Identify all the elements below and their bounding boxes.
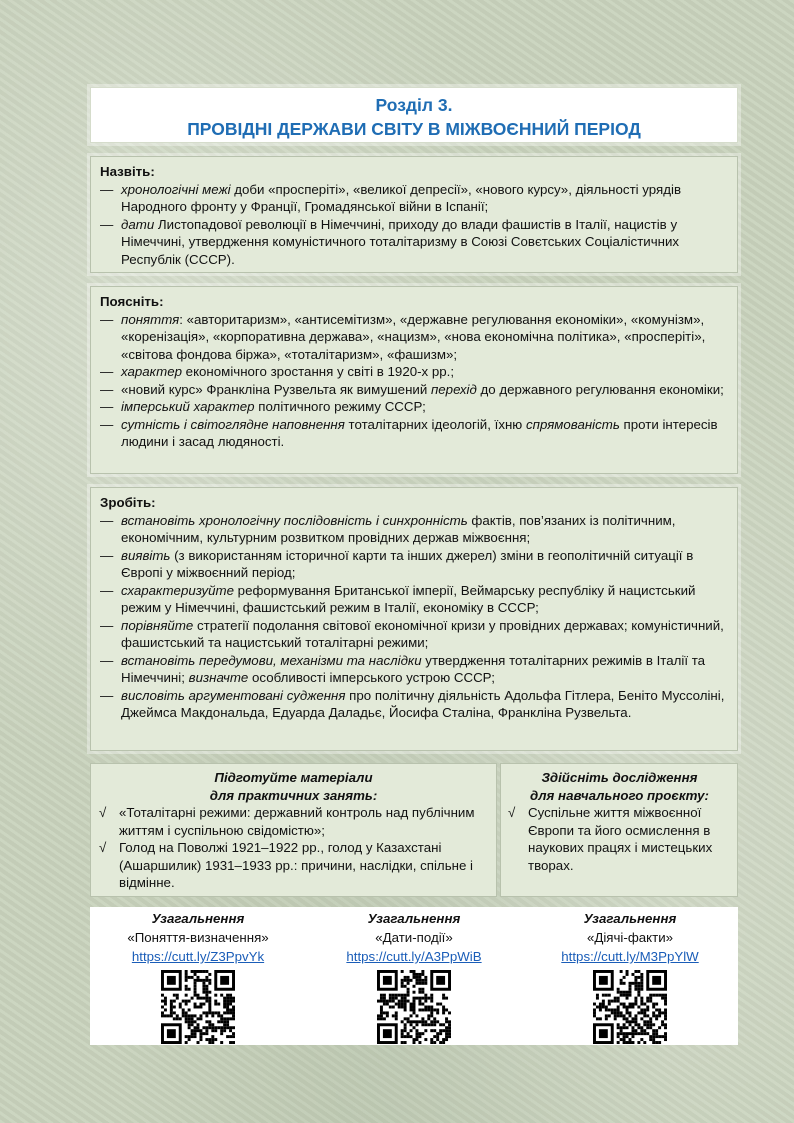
list-item: — імперський характер політичного режиму СССР; xyxy=(100,399,426,414)
section-title xyxy=(90,87,738,143)
list-item: — «новий курс» Франкліна Рузвельта як вимушений перехід до державного регулювання економіки; xyxy=(100,381,724,397)
list-item: √ Суспільне життя міжвоєнної Європи та його осмислення в наукових працях і мистецьких творах. xyxy=(508,805,713,873)
list-item: — встановіть передумови, механізми та наслідки утвердження тоталітарних режимів в Італії та Німеччині; визначте особливості імперського устрою СССР; xyxy=(100,652,706,685)
name-heading: Назвіть: xyxy=(100,164,155,179)
practice-heading: Підготуйте матеріали xyxy=(214,770,373,785)
list-item: — характер економічного зростання у світі в 1920-х рр.; xyxy=(100,364,455,379)
summary-link[interactable]: https://cutt.ly/Z3PpvYk xyxy=(131,949,265,964)
explain-heading: Поясніть: xyxy=(100,294,164,309)
list-item: — хронологічні межі доби «просперіті», «великої депресії», «нового курсу», діяльності урядів Народного фронту у Франції, Громадянської війни в Іспанії; xyxy=(100,181,682,214)
summary-link[interactable]: https://cutt.ly/A3PpWiB xyxy=(346,949,482,964)
list-item: — встановіть хронологічну послідовність і синхронність фактів, пов’язаних із політичним, економічним, культурним розвитком провідних держав міжвоєння; xyxy=(100,512,676,545)
summary-card: Узагальнення «Поняття-визначення» https://cutt.ly/Z3PpvYk xyxy=(98,907,298,1045)
practice-block xyxy=(90,763,497,897)
list-item: — висловіть аргументовані судження про політичну діяльність Адольфа Гітлера, Беніто Муссоліні, Джеймса Макдональда, Едуарда Даладьє, Йосифа Сталіна, Франкліна Рузвельта. xyxy=(100,687,725,720)
do-heading: Зробіть: xyxy=(100,495,156,510)
list-item: — сутність і світоглядне наповнення тоталітарних ідеологій, їхню спрямованість проти інтересів людини і засад людяності. xyxy=(100,416,718,449)
research-heading: Здійсніть дослідження xyxy=(541,770,698,785)
list-item: — схарактеризуйте реформування Британської імперії, Веймарську республіку й нацистський режим у Німеччині, фашистський режим в Італії, економіку в СССР; xyxy=(100,582,696,615)
name-block xyxy=(90,156,738,273)
summary-link[interactable]: https://cutt.ly/M3PpYlW xyxy=(561,949,699,964)
list-item: √ «Тоталітарні режими: державний контроль над публічним життям і суспільною свідомістю»; xyxy=(99,805,475,838)
check-icon: √ xyxy=(99,840,107,855)
list-item: — порівняйте стратегії подолання світової економічної кризи у провідних державах; комуністичний, фашистський та нацистський тоталітарні режими; xyxy=(100,617,724,650)
explain-block xyxy=(90,286,738,474)
practice-subheading: для практичних занять: xyxy=(209,787,378,803)
list-item: √ Голод на Поволжі 1921–1922 рр., голод у Казахстані (Ашаршилик) 1931–1933 рр.: причини, наслідки, спільне і відмінне. xyxy=(99,840,474,890)
list-item: — виявіть (з використанням історичної карти та інших джерел) зміни в геополітичній ситуації в Європі у міжвоєнний період; xyxy=(100,547,694,580)
summary-section xyxy=(90,907,738,1045)
check-icon: √ xyxy=(99,805,107,820)
section-number: Розділ 3. xyxy=(375,95,453,115)
qr-code-icon[interactable] xyxy=(377,970,451,1044)
research-block xyxy=(500,763,738,897)
research-subheading: для навчального проєкту: xyxy=(530,787,709,803)
list-item: — дати Листопадової революції в Німеччині, приходу до влади фашистів в Італії, нацистів у Німеччині, утвердження комуністичного тоталітаризму в Союзі Совєтських Соціалістичних Республік (СССР). xyxy=(100,216,680,267)
summary-card: Узагальнення «Дати-події» https://cutt.ly/A3PpWiB xyxy=(314,907,514,1045)
check-icon: √ xyxy=(508,805,516,820)
section-heading: ПРОВІДНІ ДЕРЖАВИ СВІТУ В МІЖВОЄННИЙ ПЕРІОД xyxy=(187,119,641,139)
qr-code-icon[interactable] xyxy=(161,970,235,1044)
list-item: — поняття: «авторитаризм», «антисемітизм», «державне регулювання економіки», «комунізм», «коренізація», «корпоративна держава», «нацизм», «нова економічна політика», «просперіті», «світова фондова біржа», «тоталітаризм», «фашизм»; xyxy=(100,311,706,362)
summary-card: Узагальнення «Діячі-факти» https://cutt.ly/M3PpYlW xyxy=(530,907,730,1045)
do-block xyxy=(90,487,738,751)
qr-code-icon[interactable] xyxy=(593,970,667,1044)
